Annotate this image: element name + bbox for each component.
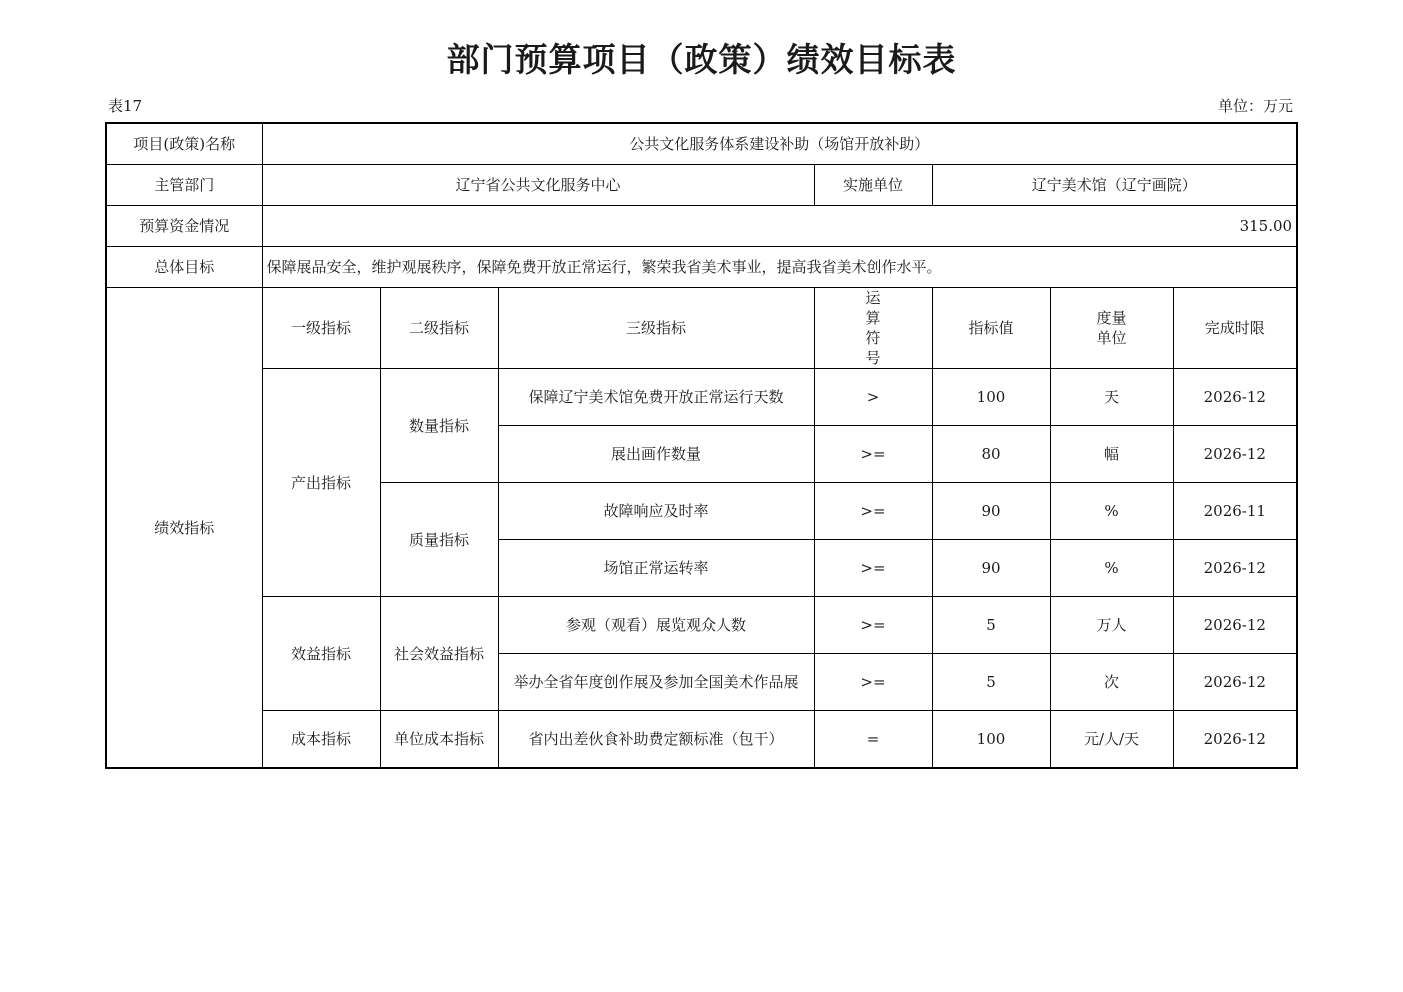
department-row	[106, 165, 1297, 206]
department-value: 辽宁省公共文化服务中心	[262, 165, 814, 206]
indicator-value: 80	[932, 426, 1050, 483]
indicator-value: 5	[932, 597, 1050, 654]
indicator-deadline: 2026-12	[1173, 711, 1297, 769]
indicator-unit: 万人	[1050, 597, 1173, 654]
indicator-deadline: 2026-12	[1173, 369, 1297, 426]
level1-cost: 成本指标	[262, 711, 380, 769]
indicator-deadline: 2026-11	[1173, 483, 1297, 540]
indicator-name: 场馆正常运转率	[498, 540, 814, 597]
header-unit: 度量单位	[1050, 288, 1173, 369]
indicator-operator: >=	[814, 654, 932, 711]
indicator-deadline: 2026-12	[1173, 540, 1297, 597]
project-name-label: 项目(政策)名称	[106, 123, 262, 165]
indicator-value: 100	[932, 369, 1050, 426]
indicator-value: 90	[932, 540, 1050, 597]
indicator-value: 90	[932, 483, 1050, 540]
indicators-section-label: 绩效指标	[106, 288, 262, 769]
department-label: 主管部门	[106, 165, 262, 206]
indicator-name: 举办全省年度创作展及参加全国美术作品展	[498, 654, 814, 711]
budget-label: 预算资金情况	[106, 206, 262, 247]
header-level2: 二级指标	[380, 288, 498, 369]
indicator-name: 展出画作数量	[498, 426, 814, 483]
indicator-unit: %	[1050, 483, 1173, 540]
goal-value: 保障展品安全，维护观展秩序，保障免费开放正常运行，繁荣我省美术事业，提高我省美术创作水平。	[262, 247, 1297, 288]
indicator-header-row	[106, 288, 1297, 369]
project-name-value: 公共文化服务体系建设补助（场馆开放补助）	[262, 123, 1297, 165]
unit-label: 单位：万元	[1217, 97, 1293, 115]
budget-row	[106, 206, 1297, 247]
table-number: 表17	[108, 97, 143, 115]
goal-label: 总体目标	[106, 247, 262, 288]
indicator-operator: >=	[814, 483, 932, 540]
indicator-deadline: 2026-12	[1173, 597, 1297, 654]
table-row	[106, 597, 1297, 654]
indicator-value: 100	[932, 711, 1050, 769]
goal-row	[106, 247, 1297, 288]
level2-quantity: 数量指标	[380, 369, 498, 483]
indicator-operator: >=	[814, 597, 932, 654]
level2-unit-cost: 单位成本指标	[380, 711, 498, 769]
project-name-row	[106, 123, 1297, 165]
table-row	[106, 711, 1297, 769]
header-deadline: 完成时限	[1173, 288, 1297, 369]
indicator-value: 5	[932, 654, 1050, 711]
header-operator: 运算符号	[814, 288, 932, 369]
indicator-name: 故障响应及时率	[498, 483, 814, 540]
header-level1: 一级指标	[262, 288, 380, 369]
implementer-label: 实施单位	[814, 165, 932, 206]
indicator-name: 保障辽宁美术馆免费开放正常运行天数	[498, 369, 814, 426]
header-level3: 三级指标	[498, 288, 814, 369]
indicator-operator: >=	[814, 426, 932, 483]
indicator-name: 省内出差伙食补助费定额标准（包干）	[498, 711, 814, 769]
indicator-unit: %	[1050, 540, 1173, 597]
indicator-operator: =	[814, 711, 932, 769]
indicator-unit: 幅	[1050, 426, 1173, 483]
indicator-name: 参观（观看）展览观众人数	[498, 597, 814, 654]
indicator-operator: >=	[814, 540, 932, 597]
indicator-operator: >	[814, 369, 932, 426]
header-value: 指标值	[932, 288, 1050, 369]
implementer-value: 辽宁美术馆（辽宁画院）	[932, 165, 1297, 206]
level1-output: 产出指标	[262, 369, 380, 597]
table-row	[106, 369, 1297, 426]
indicator-unit: 天	[1050, 369, 1173, 426]
indicator-deadline: 2026-12	[1173, 426, 1297, 483]
performance-table	[105, 122, 1298, 769]
indicator-unit: 次	[1050, 654, 1173, 711]
budget-value: 315.00	[262, 206, 1297, 247]
page-title: 部门预算项目（政策）绩效目标表	[446, 40, 957, 79]
level2-quality: 质量指标	[380, 483, 498, 597]
level1-benefit: 效益指标	[262, 597, 380, 711]
indicator-deadline: 2026-12	[1173, 654, 1297, 711]
level2-social: 社会效益指标	[380, 597, 498, 711]
indicator-unit: 元/人/天	[1050, 711, 1173, 769]
